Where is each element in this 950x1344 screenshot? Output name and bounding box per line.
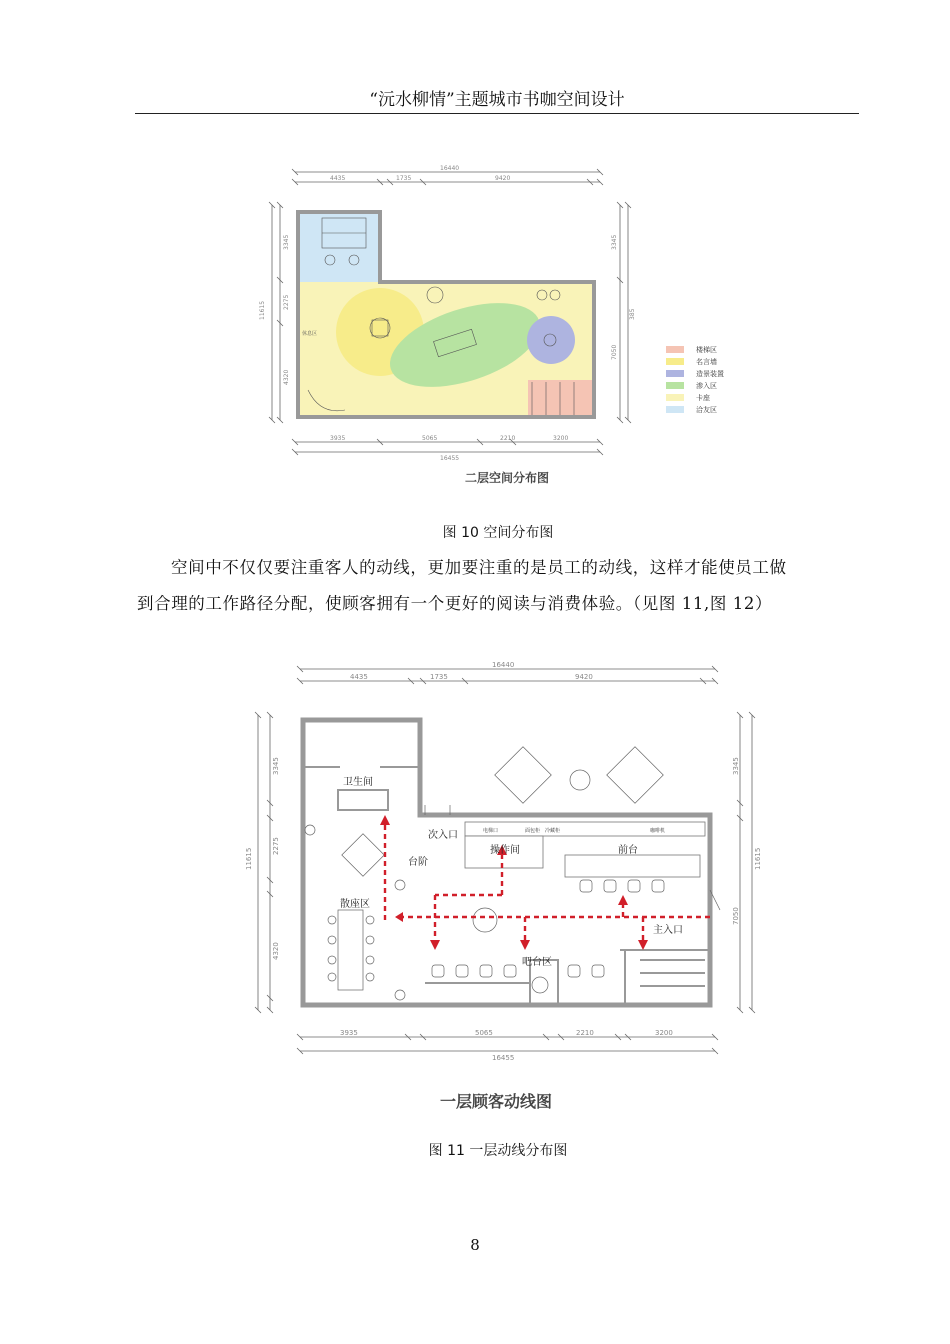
counter-label-4: 咖啡机 [650, 828, 666, 834]
f11-dim-left-1: 3345 [272, 757, 280, 775]
dim-left-2: 2275 [283, 294, 290, 310]
dim-top-3: 1735 [396, 175, 412, 182]
f11-dim-top-4: 9420 [575, 673, 593, 681]
f11-dim-left-3: 2275 [272, 837, 280, 855]
f11-dim-right-4: 7050 [732, 907, 740, 925]
paragraph-line-2: 到合理的工作路径分配，使顾客拥有一个更好的阅读与消费体验。（见图 11,图 12） [137, 594, 773, 613]
legend-label-4: 渗入区 [696, 382, 717, 390]
dim-left-1: 3345 [283, 234, 290, 250]
f11-dim-bottom-5: 2210 [576, 1029, 594, 1037]
legend-swatch-6 [666, 406, 684, 413]
dim-right-1: 3345 [611, 234, 618, 250]
legend-label-5: 卡座 [696, 394, 710, 402]
counter-label-3: 冷藏柜 [545, 828, 561, 834]
dim-bottom-total: 16455 [440, 455, 460, 462]
dim-bottom-1: 3935 [330, 435, 346, 442]
counter-label-2: 面包柜 [525, 828, 541, 834]
dim-top-1: 4435 [330, 175, 346, 182]
label-bar-area: 吧台区 [522, 957, 552, 968]
label-toilet: 卫生间 [343, 777, 373, 788]
zone-landscape [527, 316, 575, 364]
dim-top-4: 9420 [495, 175, 511, 182]
plan-title-second: 二层空间分布图 [465, 471, 550, 485]
dim-left-3: 4320 [283, 369, 290, 385]
legend-swatch-2 [666, 358, 684, 365]
legend-swatch-4 [666, 382, 684, 389]
dim-right-2: 385 [629, 308, 636, 320]
paragraph-line-1: 空间中不仅仅要注重客人的动线，更加要注重的是员工的动线，这样才能使员工做 [171, 558, 787, 577]
page-number: 8 [470, 1236, 480, 1254]
dim-bottom-7: 3200 [553, 435, 569, 442]
dim-top-total: 16440 [440, 165, 460, 172]
plan-title-first: 一层顾客动线图 [440, 1092, 553, 1111]
label-main-entrance: 主入口 [653, 925, 683, 936]
f11-dim-top-total: 16440 [492, 661, 515, 669]
legend-label-6: 洽友区 [696, 406, 717, 414]
floor-plan-second [250, 160, 750, 490]
body-paragraph [137, 550, 859, 622]
legend-label-2: 名言墙 [696, 358, 717, 366]
dim-bottom-5: 2210 [500, 435, 516, 442]
label-second-entrance: 次入口 [428, 830, 458, 841]
f11-dim-bottom-7: 3200 [655, 1029, 673, 1037]
legend-swatch-3 [666, 370, 684, 377]
legend-swatch-1 [666, 346, 684, 353]
legend-swatch-5 [666, 394, 684, 401]
f11-dim-left-5: 4320 [272, 942, 280, 960]
f11-dim-bottom-1: 3935 [340, 1029, 358, 1037]
header-rule [135, 113, 859, 114]
label-front-desk: 前台 [618, 845, 638, 856]
f11-dim-top-1: 4435 [350, 673, 368, 681]
label-operation-room: 操作间 [490, 845, 520, 856]
dim-left-total: 11615 [259, 300, 266, 320]
zone-friends [298, 212, 380, 282]
f11-dim-top-3: 1735 [430, 673, 448, 681]
dim-right-3: 7050 [611, 344, 618, 360]
f11-dim-right-1: 3345 [732, 757, 740, 775]
zone-stairs [528, 380, 594, 417]
floor-plan-first [240, 655, 780, 1115]
f11-dim-bottom-3: 5065 [475, 1029, 493, 1037]
label-seating-area: 散座区 [340, 899, 370, 910]
legend [666, 345, 724, 414]
f11-dim-bottom-total: 16455 [492, 1054, 515, 1062]
running-header: “沅水柳情”主题城市书咖空间设计 [369, 90, 625, 110]
label-small: 休息区 [302, 331, 318, 337]
f11-dim-left-total: 11615 [245, 847, 253, 870]
label-steps: 台阶 [408, 857, 428, 868]
f11-dim-right-3: 11615 [754, 847, 762, 870]
figure-10-caption: 图 10 空间分布图 [442, 525, 554, 541]
figure-11-caption: 图 11 一层动线分布图 [428, 1143, 568, 1159]
counter-label-1: 电梯口 [483, 828, 499, 834]
legend-label-3: 造景装置 [696, 370, 724, 378]
dim-bottom-3: 5065 [422, 435, 438, 442]
legend-label-1: 楼梯区 [696, 346, 717, 354]
